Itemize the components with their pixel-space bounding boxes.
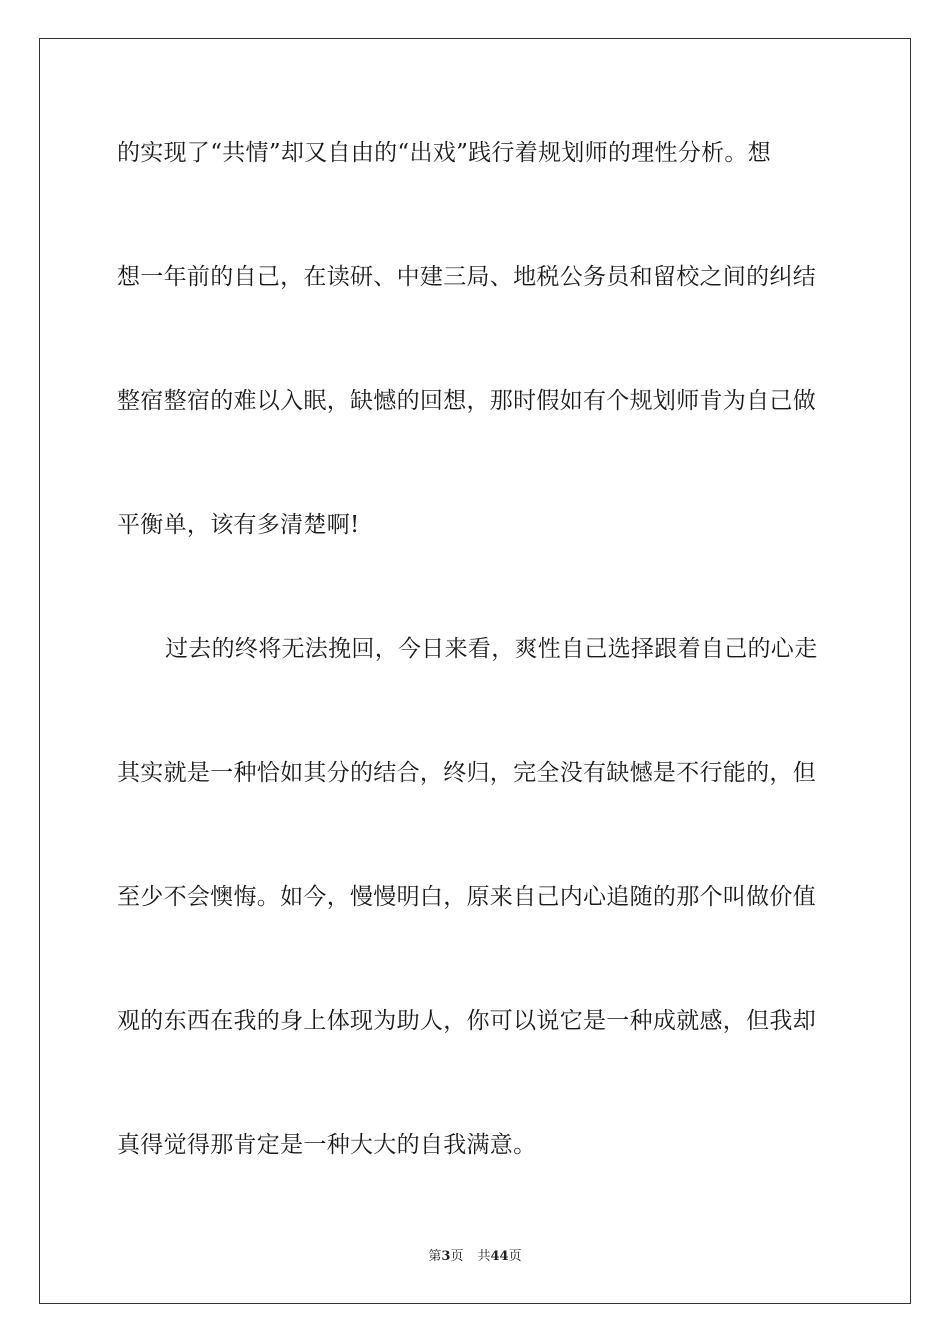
- body-text-line: 观的东西在我的身上体现为助人，你可以说它是一种成就感，但我却: [117, 1008, 816, 1034]
- body-text-line: 至少不会懊悔。如今，慢慢明白，原来自己内心追随的那个叫做价值: [117, 884, 816, 910]
- body-text-line: 整宿整宿的难以入眠，缺憾的回想，那时假如有个规划师肯为自己做: [117, 388, 816, 414]
- page-footer: [0, 1248, 950, 1266]
- body-text-line: 真得觉得那肯定是一种大大的自我满意。: [117, 1132, 537, 1158]
- total-pages-indicator: 共44页: [477, 1249, 522, 1264]
- total-pages: 44: [490, 1249, 509, 1264]
- page-indicator: 第3页: [428, 1249, 464, 1264]
- page-frame: [39, 38, 911, 1304]
- body-text-line: 的实现了“共情”却又自由的“出戏”践行着规划师的理性分析。想: [117, 140, 772, 166]
- paragraph-start-line: 过去的终将无法挽回，今日来看，爽性自己选择跟着自己的心走: [165, 636, 818, 662]
- body-text-line: 想一年前的自己，在读研、中建三局、地税公务员和留校之间的纠结: [117, 264, 816, 290]
- body-text-line: 平衡单，该有多清楚啊!: [117, 512, 360, 538]
- page-number: 3: [441, 1249, 451, 1264]
- body-text-line: 其实就是一种恰如其分的结合，终归，完全没有缺憾是不行能的，但: [117, 760, 816, 786]
